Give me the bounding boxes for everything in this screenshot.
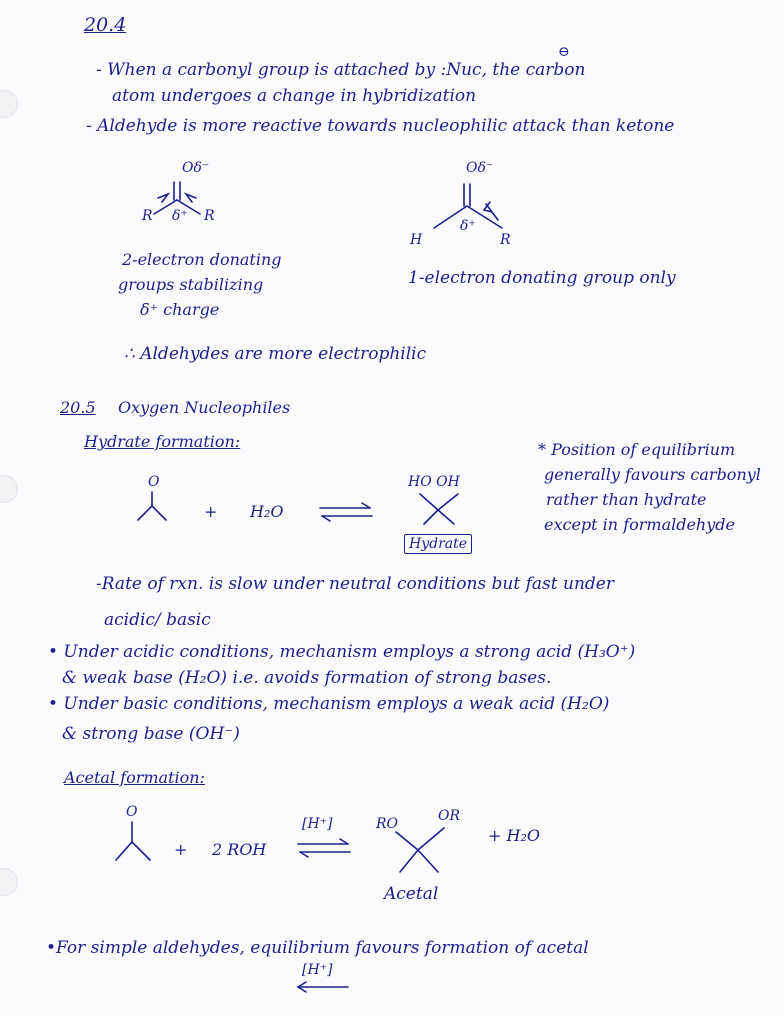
nucleophile-charge: ⊖ xyxy=(558,44,570,60)
hydrate-carbonyl-o: O xyxy=(148,474,160,490)
acetal-heading: Acetal formation: xyxy=(64,768,205,787)
acetal-carbonyl-o: O xyxy=(126,804,138,820)
heading-20-5: 20.5 xyxy=(60,398,96,417)
final-arrow xyxy=(294,980,354,994)
rate-line-4: & weak base (H₂O) i.e. avoids formation of strong bases. xyxy=(62,668,552,688)
acetal-label: Acetal xyxy=(384,884,439,904)
equilibrium-note-2: generally favours carbonyl xyxy=(544,465,761,484)
left-note-3: δ⁺ charge xyxy=(140,300,220,319)
right-h-label: H xyxy=(410,232,423,248)
bullet-line-2: atom undergoes a change in hybridization xyxy=(112,86,477,106)
acetal-reagent: 2 ROH xyxy=(212,840,267,859)
acetal-or-group: OR xyxy=(438,808,461,824)
final-catalyst: [H⁺] xyxy=(302,962,333,978)
punch-hole-middle xyxy=(0,475,18,503)
acetal-product-drawing xyxy=(386,826,456,876)
left-note-1: 2-electron donating xyxy=(122,250,282,269)
left-r-label: R xyxy=(142,208,153,224)
bullet-line-3: - Aldehyde is more reactive towards nucleophilic attack than ketone xyxy=(86,116,675,136)
bullet-line-1: - When a carbonyl group is attached by :Nuc, the carbon xyxy=(96,60,586,80)
punch-hole-bottom xyxy=(0,868,18,896)
hydrate-equilibrium-arrows xyxy=(318,500,378,524)
right-oxygen-label: Oδ⁻ xyxy=(466,160,494,176)
rate-line-3: • Under acidic conditions, mechanism employs a strong acid (H₃O⁺) xyxy=(48,642,636,662)
hydrate-carbonyl-drawing xyxy=(134,492,174,524)
acetal-plus-1: + xyxy=(174,840,188,859)
conclusion-line: ∴ Aldehydes are more electrophilic xyxy=(124,344,427,364)
hydrate-product-drawing xyxy=(412,492,472,526)
left-oxygen-label: Oδ⁻ xyxy=(182,160,210,176)
hydrate-heading: Hydrate formation: xyxy=(84,432,241,451)
equilibrium-note-1: * Position of equilibrium xyxy=(538,440,736,459)
heading-20-4: 20.4 xyxy=(84,14,127,36)
acetal-carbonyl-drawing xyxy=(112,822,156,864)
right-note: 1-electron donating group only xyxy=(408,268,676,288)
right-r-label: R xyxy=(500,232,511,248)
acetal-catalyst: [H⁺] xyxy=(302,816,333,832)
rate-line-6: & strong base (OH⁻) xyxy=(62,724,240,744)
rate-line-5: • Under basic conditions, mechanism employs a weak acid (H₂O) xyxy=(48,694,610,714)
left-note-2: groups stabilizing xyxy=(118,275,264,294)
left-r2-label: R xyxy=(204,208,215,224)
hydrate-water: H₂O xyxy=(250,502,284,521)
rate-line-2: acidic/ basic xyxy=(104,610,211,630)
punch-hole-top xyxy=(0,90,18,118)
equilibrium-note-4: except in formaldehyde xyxy=(544,515,735,534)
hydrate-label: Hydrate xyxy=(404,534,472,554)
left-delta-plus: δ⁺ xyxy=(172,208,188,224)
acetal-plus-water: + H₂O xyxy=(488,826,540,845)
hydrate-product-groups: HO OH xyxy=(408,474,460,490)
final-note: •For simple aldehydes, equilibrium favours formation of acetal xyxy=(46,938,589,958)
section-title: Oxygen Nucleophiles xyxy=(118,398,291,417)
acetal-equilibrium-arrows xyxy=(296,836,356,860)
rate-line-1: -Rate of rxn. is slow under neutral conditions but fast under xyxy=(96,574,614,594)
acetal-ro-group: RO xyxy=(376,816,399,832)
equilibrium-note-3: rather than hydrate xyxy=(546,490,707,509)
hydrate-plus: + xyxy=(204,502,218,521)
right-delta-plus: δ⁺ xyxy=(460,218,476,234)
